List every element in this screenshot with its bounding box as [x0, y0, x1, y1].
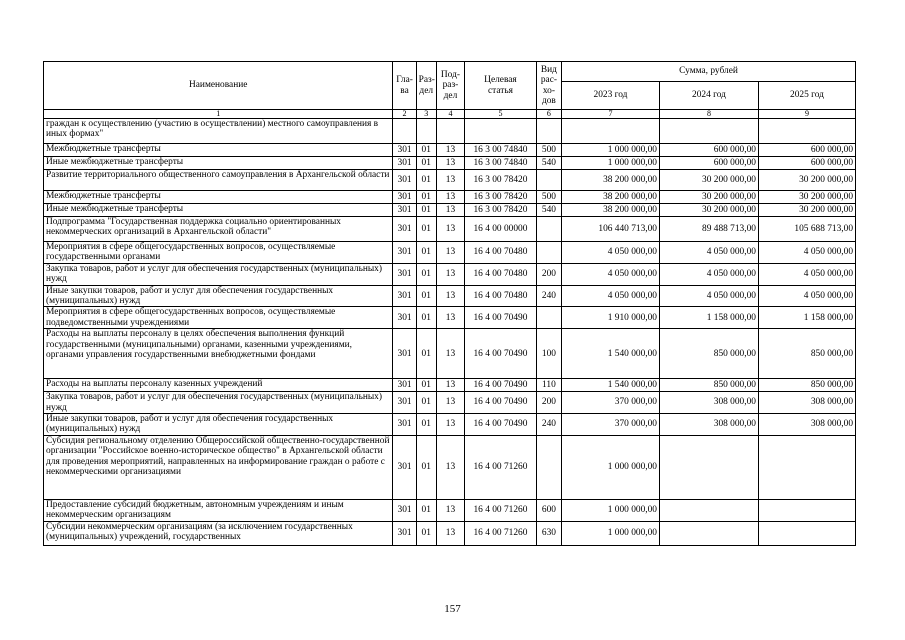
cell-target: 16 4 00 70490	[465, 414, 537, 436]
cell-target: 16 3 00 74840	[465, 157, 537, 170]
cell-name: Расходы на выплаты персоналу в целях обеспечения выполнения функций государственными (муниципальными) органами, казенными учреждениями, органами управления государственными внебюджетными фондами	[44, 329, 393, 379]
cell-2025: 30 200 000,00	[758, 170, 855, 191]
cell-subsection: 13	[436, 521, 464, 545]
budget-table	[43, 61, 856, 546]
cell-name: Закупка товаров, работ и услуг для обеспечения государственных (муниципальных) нужд	[44, 263, 393, 285]
col-number: 4	[436, 110, 464, 119]
cell-section: 01	[416, 435, 436, 499]
cell-chapter: 301	[393, 191, 416, 204]
cell-name: Иные межбюджетные трансферты	[44, 157, 393, 170]
cell-2023: 38 200 000,00	[562, 204, 660, 217]
cell-target	[465, 119, 537, 144]
cell-expense-type: 240	[536, 285, 561, 307]
cell-expense-type: 110	[536, 379, 561, 392]
cell-expense-type	[536, 170, 561, 191]
cell-name: Подпрограмма "Государственная поддержка социально ориентированных некоммерческих организаций в Архангельской области"	[44, 217, 393, 242]
cell-2023: 370 000,00	[562, 414, 660, 436]
cell-2025: 600 000,00	[758, 157, 855, 170]
cell-name: Межбюджетные трансферты	[44, 144, 393, 157]
cell-target: 16 4 00 70480	[465, 285, 537, 307]
cell-2025: 30 200 000,00	[758, 191, 855, 204]
table-row	[44, 119, 856, 144]
cell-subsection: 13	[436, 242, 464, 264]
cell-chapter: 301	[393, 242, 416, 264]
cell-expense-type: 540	[536, 157, 561, 170]
cell-target: 16 4 00 70490	[465, 329, 537, 379]
cell-section: 01	[416, 392, 436, 414]
table-row	[44, 307, 856, 329]
cell-section: 01	[416, 157, 436, 170]
cell-2025: 308 000,00	[758, 392, 855, 414]
cell-expense-type	[536, 242, 561, 264]
cell-target: 16 3 00 78420	[465, 204, 537, 217]
cell-2024: 600 000,00	[659, 144, 758, 157]
header-year-2025: 2025 год	[758, 82, 855, 110]
cell-chapter: 301	[393, 217, 416, 242]
cell-subsection: 13	[436, 144, 464, 157]
col-number: 5	[465, 110, 537, 119]
cell-2023: 1 000 000,00	[562, 521, 660, 545]
cell-section: 01	[416, 414, 436, 436]
cell-chapter: 301	[393, 204, 416, 217]
cell-section: 01	[416, 521, 436, 545]
header-sum: Сумма, рублей	[562, 62, 856, 82]
cell-2023: 38 200 000,00	[562, 191, 660, 204]
cell-2023: 1 000 000,00	[562, 157, 660, 170]
cell-subsection: 13	[436, 379, 464, 392]
cell-name: Субсидии некоммерческим организациям (за исключением государственных (муниципальных) учреждений, государственных	[44, 521, 393, 545]
cell-subsection: 13	[436, 263, 464, 285]
cell-2025: 850 000,00	[758, 379, 855, 392]
cell-subsection: 13	[436, 285, 464, 307]
cell-target: 16 4 00 71260	[465, 435, 537, 499]
cell-section: 01	[416, 204, 436, 217]
table-row	[44, 217, 856, 242]
cell-2025: 105 688 713,00	[758, 217, 855, 242]
cell-target: 16 3 00 74840	[465, 144, 537, 157]
col-number: 7	[562, 110, 660, 119]
cell-name: Иные закупки товаров, работ и услуг для обеспечения государственных (муниципальных) нужд	[44, 285, 393, 307]
cell-subsection: 13	[436, 307, 464, 329]
table-row	[44, 392, 856, 414]
cell-expense-type: 100	[536, 329, 561, 379]
cell-2023: 4 050 000,00	[562, 242, 660, 264]
cell-name: Предоставление субсидий бюджетным, автономным учреждениям и иным некоммерческим организациям	[44, 499, 393, 521]
cell-2025	[758, 499, 855, 521]
cell-section: 01	[416, 263, 436, 285]
cell-name: Мероприятия в сфере общегосударственных вопросов, осуществляемые подведомственными учреждениями	[44, 307, 393, 329]
cell-chapter: 301	[393, 263, 416, 285]
cell-2023: 1 540 000,00	[562, 379, 660, 392]
cell-name: Мероприятия в сфере общегосударственных вопросов, осуществляемые государственными органами	[44, 242, 393, 264]
cell-subsection: 13	[436, 170, 464, 191]
cell-name: Иные закупки товаров, работ и услуг для обеспечения государственных (муниципальных) нужд	[44, 414, 393, 436]
cell-2024: 4 050 000,00	[659, 242, 758, 264]
cell-target: 16 4 00 70490	[465, 307, 537, 329]
header-name: Наименование	[44, 62, 393, 110]
cell-expense-type	[536, 307, 561, 329]
cell-expense-type: 500	[536, 191, 561, 204]
cell-chapter: 301	[393, 392, 416, 414]
table-row	[44, 414, 856, 436]
cell-name: Расходы на выплаты персоналу казенных учреждений	[44, 379, 393, 392]
header-section: Раз- дел	[416, 62, 436, 110]
cell-2025	[758, 521, 855, 545]
cell-2024: 308 000,00	[659, 392, 758, 414]
cell-chapter: 301	[393, 157, 416, 170]
cell-subsection	[436, 119, 464, 144]
cell-subsection: 13	[436, 157, 464, 170]
cell-2024: 30 200 000,00	[659, 170, 758, 191]
cell-subsection: 13	[436, 204, 464, 217]
cell-name: Иные межбюджетные трансферты	[44, 204, 393, 217]
cell-target: 16 4 00 70480	[465, 263, 537, 285]
cell-2024	[659, 521, 758, 545]
cell-subsection: 13	[436, 499, 464, 521]
table-row	[44, 329, 856, 379]
cell-2025: 850 000,00	[758, 329, 855, 379]
cell-2025: 600 000,00	[758, 144, 855, 157]
cell-chapter	[393, 119, 416, 144]
cell-2023: 4 050 000,00	[562, 285, 660, 307]
cell-2023: 4 050 000,00	[562, 263, 660, 285]
cell-chapter: 301	[393, 521, 416, 545]
cell-chapter: 301	[393, 144, 416, 157]
cell-section: 01	[416, 499, 436, 521]
cell-2023: 1 540 000,00	[562, 329, 660, 379]
cell-2024	[659, 435, 758, 499]
cell-section: 01	[416, 191, 436, 204]
cell-2023: 1 000 000,00	[562, 499, 660, 521]
table-row	[44, 242, 856, 264]
cell-expense-type: 630	[536, 521, 561, 545]
cell-expense-type: 200	[536, 263, 561, 285]
table-row	[44, 435, 856, 499]
cell-2023: 1 000 000,00	[562, 144, 660, 157]
cell-expense-type: 540	[536, 204, 561, 217]
cell-2023: 1 910 000,00	[562, 307, 660, 329]
cell-target: 16 4 00 70490	[465, 379, 537, 392]
cell-subsection: 13	[436, 329, 464, 379]
cell-2024	[659, 119, 758, 144]
cell-2025	[758, 119, 855, 144]
cell-section: 01	[416, 329, 436, 379]
cell-target: 16 4 00 70480	[465, 242, 537, 264]
cell-2025: 4 050 000,00	[758, 242, 855, 264]
cell-2024: 850 000,00	[659, 379, 758, 392]
col-number: 6	[536, 110, 561, 119]
cell-section: 01	[416, 379, 436, 392]
cell-name: Закупка товаров, работ и услуг для обеспечения государственных (муниципальных) нужд	[44, 392, 393, 414]
cell-2023: 370 000,00	[562, 392, 660, 414]
cell-2024: 600 000,00	[659, 157, 758, 170]
cell-chapter: 301	[393, 414, 416, 436]
table-row	[44, 263, 856, 285]
cell-chapter: 301	[393, 499, 416, 521]
cell-subsection: 13	[436, 191, 464, 204]
table-row	[44, 191, 856, 204]
cell-expense-type: 600	[536, 499, 561, 521]
cell-expense-type	[536, 435, 561, 499]
cell-2025: 308 000,00	[758, 414, 855, 436]
cell-section: 01	[416, 285, 436, 307]
header-expense-type: Вид рас- хо- дов	[536, 62, 561, 110]
cell-chapter: 301	[393, 329, 416, 379]
cell-2024	[659, 499, 758, 521]
table-row	[44, 379, 856, 392]
cell-2024: 30 200 000,00	[659, 191, 758, 204]
cell-target: 16 4 00 70490	[465, 392, 537, 414]
col-number: 3	[416, 110, 436, 119]
cell-name: Развитие территориального общественного самоуправления в Архангельской области	[44, 170, 393, 191]
table-row	[44, 170, 856, 191]
cell-2025	[758, 435, 855, 499]
table-row	[44, 285, 856, 307]
cell-target: 16 4 00 00000	[465, 217, 537, 242]
cell-section: 01	[416, 170, 436, 191]
cell-expense-type	[536, 217, 561, 242]
header-subsection: Под- раз- дел	[436, 62, 464, 110]
cell-chapter: 301	[393, 170, 416, 191]
cell-subsection: 13	[436, 435, 464, 499]
table-row	[44, 204, 856, 217]
col-number: 8	[659, 110, 758, 119]
cell-2023: 1 000 000,00	[562, 435, 660, 499]
cell-subsection: 13	[436, 217, 464, 242]
cell-2023: 38 200 000,00	[562, 170, 660, 191]
cell-2024: 850 000,00	[659, 329, 758, 379]
cell-chapter: 301	[393, 285, 416, 307]
cell-section: 01	[416, 242, 436, 264]
cell-target: 16 4 00 71260	[465, 521, 537, 545]
cell-section	[416, 119, 436, 144]
cell-chapter: 301	[393, 435, 416, 499]
page-number: 157	[444, 603, 461, 615]
cell-2024: 4 050 000,00	[659, 263, 758, 285]
cell-2025: 1 158 000,00	[758, 307, 855, 329]
cell-target: 16 3 00 78420	[465, 191, 537, 204]
cell-target: 16 4 00 71260	[465, 499, 537, 521]
cell-section: 01	[416, 144, 436, 157]
table-row	[44, 521, 856, 545]
cell-2025: 30 200 000,00	[758, 204, 855, 217]
header-chapter: Гла- ва	[393, 62, 416, 110]
cell-section: 01	[416, 217, 436, 242]
cell-2023	[562, 119, 660, 144]
header-year-2023: 2023 год	[562, 82, 660, 110]
header-year-2024: 2024 год	[659, 82, 758, 110]
cell-2025: 4 050 000,00	[758, 285, 855, 307]
cell-expense-type	[536, 119, 561, 144]
cell-expense-type: 240	[536, 414, 561, 436]
cell-2024: 30 200 000,00	[659, 204, 758, 217]
column-number-row	[44, 110, 856, 119]
cell-name: Субсидия региональному отделению Общероссийской общественно-государственной организации "Российское военно-историческое общество" в Архангельской области для проведения мероприятий, направленных на информирование граждан о работе с некоммерческими организациями	[44, 435, 393, 499]
cell-2024: 308 000,00	[659, 414, 758, 436]
col-number: 1	[44, 110, 393, 119]
table-row	[44, 157, 856, 170]
cell-2024: 4 050 000,00	[659, 285, 758, 307]
cell-target: 16 3 00 78420	[465, 170, 537, 191]
table-row	[44, 144, 856, 157]
header-target: Целевая статья	[465, 62, 537, 110]
table-row	[44, 499, 856, 521]
cell-expense-type: 500	[536, 144, 561, 157]
cell-chapter: 301	[393, 379, 416, 392]
cell-chapter: 301	[393, 307, 416, 329]
cell-2024: 1 158 000,00	[659, 307, 758, 329]
cell-subsection: 13	[436, 414, 464, 436]
cell-name: граждан к осуществлению (участию в осуществлении) местного самоуправления в иных формах"	[44, 119, 393, 144]
col-number: 2	[393, 110, 416, 119]
cell-2025: 4 050 000,00	[758, 263, 855, 285]
cell-2024: 89 488 713,00	[659, 217, 758, 242]
cell-name: Межбюджетные трансферты	[44, 191, 393, 204]
cell-section: 01	[416, 307, 436, 329]
cell-subsection: 13	[436, 392, 464, 414]
cell-expense-type: 200	[536, 392, 561, 414]
col-number: 9	[758, 110, 855, 119]
cell-2023: 106 440 713,00	[562, 217, 660, 242]
